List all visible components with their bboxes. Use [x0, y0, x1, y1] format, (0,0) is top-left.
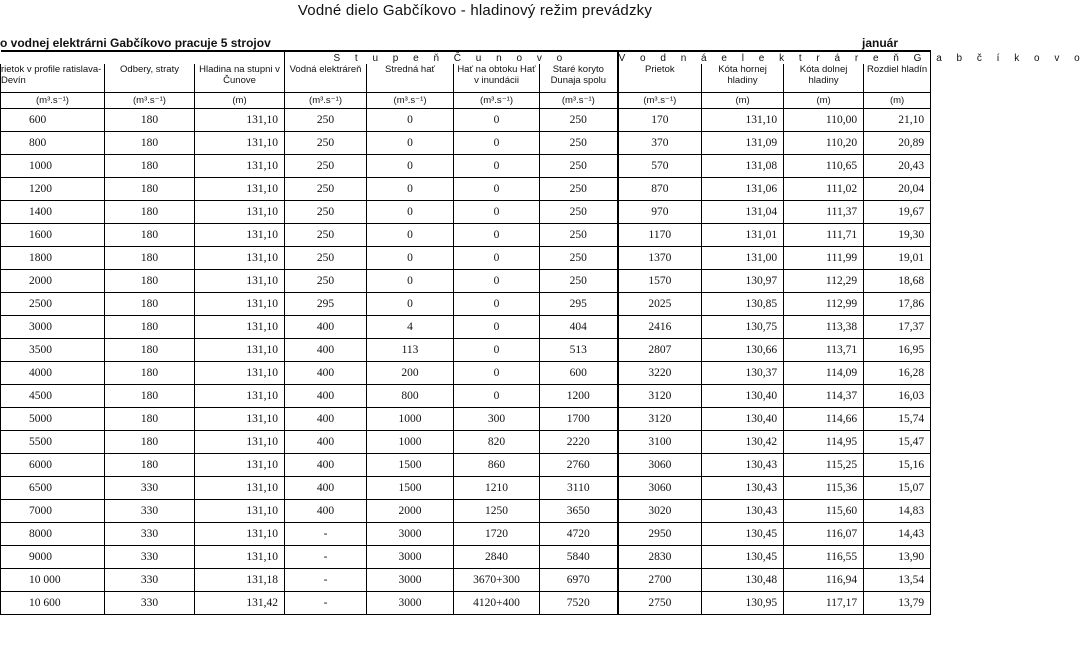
col-gab-flow-cell: 2807 [618, 339, 702, 362]
col-level-cunovo-cell: 131,10 [195, 270, 285, 293]
col-flow-devin-cell: 10 000 [1, 569, 105, 592]
col-flow-devin-cell: 1200 [1, 178, 105, 201]
col-upper-level-unit: (m) [702, 93, 784, 109]
col-lower-level-cell: 112,99 [784, 293, 864, 316]
col-upper-level-cell: 130,43 [702, 454, 784, 477]
col-level-cunovo-cell: 131,10 [195, 316, 285, 339]
col-gab-flow-cell: 2750 [618, 592, 702, 615]
col-upper-level-cell: 131,06 [702, 178, 784, 201]
col-middle-weir-header: Stredná hať [367, 64, 454, 93]
col-gab-flow-cell: 170 [618, 109, 702, 132]
col-old-danube-cell: 250 [540, 132, 618, 155]
col-hydro-plant-cell: - [285, 569, 367, 592]
table-row [1, 431, 931, 454]
col-withdrawals-cell: 180 [105, 178, 195, 201]
table-row [1, 408, 931, 431]
col-upper-level-cell: 131,04 [702, 201, 784, 224]
col-bypass-weir-cell: 0 [454, 293, 540, 316]
col-old-danube-cell: 3110 [540, 477, 618, 500]
col-level-cunovo-cell: 131,10 [195, 454, 285, 477]
col-upper-level-cell: 130,48 [702, 569, 784, 592]
col-level-diff-cell: 19,67 [864, 201, 931, 224]
col-upper-level-cell: 131,09 [702, 132, 784, 155]
col-upper-level-cell: 130,45 [702, 523, 784, 546]
col-level-cunovo-cell: 131,10 [195, 408, 285, 431]
col-level-cunovo-cell: 131,10 [195, 339, 285, 362]
table-row [1, 500, 931, 523]
col-old-danube-cell: 250 [540, 224, 618, 247]
col-lower-level-cell: 113,71 [784, 339, 864, 362]
col-lower-level-cell: 115,60 [784, 500, 864, 523]
col-bypass-weir-header: Hať na obtoku Hať v inundácii [454, 64, 540, 93]
col-middle-weir-cell: 1500 [367, 477, 454, 500]
col-withdrawals-cell: 180 [105, 339, 195, 362]
col-lower-level-cell: 113,38 [784, 316, 864, 339]
col-hydro-plant-cell: 400 [285, 431, 367, 454]
col-gab-flow-unit: (m³.s⁻¹) [618, 93, 702, 109]
col-withdrawals-cell: 180 [105, 431, 195, 454]
col-old-danube-cell: 600 [540, 362, 618, 385]
col-old-danube-cell: 1700 [540, 408, 618, 431]
table-row [1, 155, 931, 178]
flow-regime-table [0, 50, 1086, 615]
table-row [1, 523, 931, 546]
col-bypass-weir-cell: 0 [454, 201, 540, 224]
col-level-diff-cell: 13,79 [864, 592, 931, 615]
col-level-diff-cell: 15,16 [864, 454, 931, 477]
col-bypass-weir-cell: 0 [454, 224, 540, 247]
col-old-danube-cell: 250 [540, 201, 618, 224]
col-middle-weir-cell: 0 [367, 155, 454, 178]
col-flow-devin-cell: 1400 [1, 201, 105, 224]
col-gab-flow-cell: 2830 [618, 546, 702, 569]
col-middle-weir-cell: 1000 [367, 408, 454, 431]
col-old-danube-cell: 250 [540, 155, 618, 178]
col-level-diff-cell: 17,86 [864, 293, 931, 316]
col-middle-weir-cell: 0 [367, 247, 454, 270]
col-hydro-plant-cell: 400 [285, 362, 367, 385]
col-hydro-plant-cell: - [285, 592, 367, 615]
col-hydro-plant-cell: 400 [285, 477, 367, 500]
col-withdrawals-cell: 180 [105, 362, 195, 385]
col-level-cunovo-header: Hladina na stupni v Čunove [195, 64, 285, 93]
col-gab-flow-header: Prietok [618, 64, 702, 93]
col-hydro-plant-header: Vodná elektráreň [285, 64, 367, 93]
col-middle-weir-unit: (m³.s⁻¹) [367, 93, 454, 109]
col-lower-level-cell: 116,55 [784, 546, 864, 569]
col-withdrawals-cell: 330 [105, 592, 195, 615]
col-old-danube-header: Staré koryto Dunaja spolu [540, 64, 618, 93]
col-lower-level-cell: 114,37 [784, 385, 864, 408]
col-hydro-plant-cell: 400 [285, 316, 367, 339]
col-level-cunovo-cell: 131,10 [195, 523, 285, 546]
col-lower-level-header: Kóta dolnej hladiny [784, 64, 864, 93]
col-level-cunovo-cell: 131,10 [195, 132, 285, 155]
col-upper-level-cell: 130,42 [702, 431, 784, 454]
col-gab-flow-cell: 870 [618, 178, 702, 201]
col-upper-level-cell: 130,37 [702, 362, 784, 385]
col-bypass-weir-cell: 300 [454, 408, 540, 431]
col-bypass-weir-cell: 0 [454, 132, 540, 155]
col-withdrawals-cell: 180 [105, 201, 195, 224]
col-flow-devin-cell: 1600 [1, 224, 105, 247]
col-bypass-weir-cell: 1210 [454, 477, 540, 500]
col-gab-flow-cell: 570 [618, 155, 702, 178]
col-hydro-plant-cell: 250 [285, 201, 367, 224]
col-upper-level-cell: 131,10 [702, 109, 784, 132]
col-old-danube-cell: 250 [540, 247, 618, 270]
col-hydro-plant-cell: - [285, 523, 367, 546]
table-row [1, 569, 931, 592]
col-hydro-plant-cell: 295 [285, 293, 367, 316]
col-lower-level-cell: 110,00 [784, 109, 864, 132]
col-level-diff-cell: 13,90 [864, 546, 931, 569]
col-lower-level-cell: 111,71 [784, 224, 864, 247]
col-bypass-weir-cell: 820 [454, 431, 540, 454]
col-flow-devin-cell: 6000 [1, 454, 105, 477]
table-row [1, 201, 931, 224]
col-lower-level-unit: (m) [784, 93, 864, 109]
col-old-danube-cell: 4720 [540, 523, 618, 546]
col-gab-flow-cell: 3220 [618, 362, 702, 385]
col-lower-level-cell: 116,94 [784, 569, 864, 592]
col-bypass-weir-cell: 0 [454, 362, 540, 385]
col-flow-devin-cell: 8000 [1, 523, 105, 546]
col-bypass-weir-cell: 0 [454, 339, 540, 362]
col-level-cunovo-cell: 131,10 [195, 201, 285, 224]
col-bypass-weir-cell: 2840 [454, 546, 540, 569]
col-hydro-plant-unit: (m³.s⁻¹) [285, 93, 367, 109]
table-row [1, 109, 931, 132]
col-withdrawals-cell: 180 [105, 155, 195, 178]
col-withdrawals-cell: 330 [105, 523, 195, 546]
table-row [1, 293, 931, 316]
col-withdrawals-cell: 330 [105, 500, 195, 523]
table-row [1, 316, 931, 339]
col-lower-level-cell: 116,07 [784, 523, 864, 546]
col-level-cunovo-cell: 131,10 [195, 155, 285, 178]
col-bypass-weir-cell: 0 [454, 109, 540, 132]
col-level-cunovo-cell: 131,10 [195, 385, 285, 408]
col-upper-level-header: Kóta hornej hladiny [702, 64, 784, 93]
operating-note: o vodnej elektrárni Gabčíkovo pracuje 5 strojov [0, 36, 271, 50]
col-level-diff-cell: 17,37 [864, 316, 931, 339]
col-withdrawals-unit: (m³.s⁻¹) [105, 93, 195, 109]
col-upper-level-cell: 130,43 [702, 500, 784, 523]
col-upper-level-cell: 130,85 [702, 293, 784, 316]
col-lower-level-cell: 115,36 [784, 477, 864, 500]
month-label: január [861, 36, 898, 50]
group-gabcikovo: V o d n á e l e k t r á r e ň G a b č í k o v o [618, 52, 1086, 64]
col-level-cunovo-cell: 131,10 [195, 500, 285, 523]
col-level-cunovo-cell: 131,10 [195, 109, 285, 132]
col-hydro-plant-cell: 400 [285, 385, 367, 408]
col-hydro-plant-cell: 400 [285, 454, 367, 477]
col-middle-weir-cell: 3000 [367, 569, 454, 592]
col-lower-level-cell: 111,99 [784, 247, 864, 270]
col-flow-devin-cell: 2500 [1, 293, 105, 316]
document-title: Vodné dielo Gabčíkovo - hladinový režim prevádzky [297, 2, 653, 19]
col-flow-devin-cell: 1800 [1, 247, 105, 270]
col-gab-flow-cell: 2025 [618, 293, 702, 316]
col-level-diff-cell: 21,10 [864, 109, 931, 132]
table-row [1, 362, 931, 385]
col-bypass-weir-cell: 0 [454, 247, 540, 270]
col-lower-level-cell: 111,02 [784, 178, 864, 201]
col-level-diff-cell: 20,43 [864, 155, 931, 178]
col-bypass-weir-cell: 0 [454, 316, 540, 339]
col-withdrawals-header: Odbery, straty [105, 64, 195, 93]
col-middle-weir-cell: 1000 [367, 431, 454, 454]
col-flow-devin-cell: 2000 [1, 270, 105, 293]
col-withdrawals-cell: 180 [105, 247, 195, 270]
col-middle-weir-cell: 0 [367, 109, 454, 132]
col-upper-level-cell: 130,66 [702, 339, 784, 362]
col-flow-devin-header: rietok v profile ratislava-Devín [1, 64, 105, 93]
col-lower-level-cell: 117,17 [784, 592, 864, 615]
col-middle-weir-cell: 0 [367, 224, 454, 247]
col-lower-level-cell: 112,29 [784, 270, 864, 293]
col-middle-weir-cell: 2000 [367, 500, 454, 523]
col-lower-level-cell: 110,20 [784, 132, 864, 155]
col-lower-level-cell: 110,65 [784, 155, 864, 178]
col-flow-devin-cell: 3000 [1, 316, 105, 339]
col-hydro-plant-cell: 250 [285, 178, 367, 201]
col-level-cunovo-cell: 131,10 [195, 247, 285, 270]
col-gab-flow-cell: 2700 [618, 569, 702, 592]
col-upper-level-cell: 130,40 [702, 385, 784, 408]
col-hydro-plant-cell: 250 [285, 132, 367, 155]
col-old-danube-cell: 295 [540, 293, 618, 316]
col-level-cunovo-cell: 131,10 [195, 224, 285, 247]
table-row [1, 178, 931, 201]
table-row [1, 224, 931, 247]
col-flow-devin-cell: 9000 [1, 546, 105, 569]
col-middle-weir-cell: 0 [367, 178, 454, 201]
col-lower-level-cell: 115,25 [784, 454, 864, 477]
col-gab-flow-cell: 2950 [618, 523, 702, 546]
col-hydro-plant-cell: 250 [285, 224, 367, 247]
col-hydro-plant-cell: 400 [285, 500, 367, 523]
col-level-diff-cell: 16,03 [864, 385, 931, 408]
col-middle-weir-cell: 3000 [367, 523, 454, 546]
col-old-danube-cell: 513 [540, 339, 618, 362]
col-withdrawals-cell: 330 [105, 569, 195, 592]
col-gab-flow-cell: 1370 [618, 247, 702, 270]
col-level-diff-cell: 20,04 [864, 178, 931, 201]
col-middle-weir-cell: 200 [367, 362, 454, 385]
col-old-danube-cell: 2220 [540, 431, 618, 454]
col-hydro-plant-cell: 250 [285, 270, 367, 293]
col-old-danube-cell: 250 [540, 178, 618, 201]
col-bypass-weir-cell: 0 [454, 178, 540, 201]
col-level-diff-cell: 14,43 [864, 523, 931, 546]
table-row [1, 385, 931, 408]
col-withdrawals-cell: 180 [105, 270, 195, 293]
col-gab-flow-cell: 3100 [618, 431, 702, 454]
col-lower-level-cell: 114,66 [784, 408, 864, 431]
col-level-cunovo-unit: (m) [195, 93, 285, 109]
col-gab-flow-cell: 3060 [618, 477, 702, 500]
col-withdrawals-cell: 180 [105, 385, 195, 408]
col-bypass-weir-cell: 1250 [454, 500, 540, 523]
col-bypass-weir-unit: (m³.s⁻¹) [454, 93, 540, 109]
table-row [1, 454, 931, 477]
col-flow-devin-cell: 800 [1, 132, 105, 155]
col-upper-level-cell: 130,95 [702, 592, 784, 615]
col-upper-level-cell: 131,01 [702, 224, 784, 247]
col-gab-flow-cell: 3060 [618, 454, 702, 477]
col-withdrawals-cell: 180 [105, 293, 195, 316]
col-gab-flow-cell: 1170 [618, 224, 702, 247]
col-level-diff-cell: 14,83 [864, 500, 931, 523]
col-withdrawals-cell: 180 [105, 109, 195, 132]
col-bypass-weir-cell: 3670+300 [454, 569, 540, 592]
col-level-diff-cell: 18,68 [864, 270, 931, 293]
col-withdrawals-cell: 180 [105, 454, 195, 477]
col-middle-weir-cell: 113 [367, 339, 454, 362]
col-flow-devin-cell: 5000 [1, 408, 105, 431]
col-old-danube-cell: 2760 [540, 454, 618, 477]
col-hydro-plant-cell: 250 [285, 247, 367, 270]
col-withdrawals-cell: 180 [105, 316, 195, 339]
col-level-cunovo-cell: 131,10 [195, 477, 285, 500]
col-hydro-plant-cell: 400 [285, 339, 367, 362]
col-hydro-plant-cell: 250 [285, 155, 367, 178]
col-bypass-weir-cell: 860 [454, 454, 540, 477]
col-old-danube-cell: 6970 [540, 569, 618, 592]
table-row [1, 477, 931, 500]
col-level-diff-header: Rozdiel hladín [864, 64, 931, 93]
col-withdrawals-cell: 330 [105, 546, 195, 569]
col-level-diff-cell: 19,01 [864, 247, 931, 270]
col-level-cunovo-cell: 131,10 [195, 178, 285, 201]
col-gab-flow-cell: 3120 [618, 408, 702, 431]
col-level-diff-cell: 19,30 [864, 224, 931, 247]
col-upper-level-cell: 130,40 [702, 408, 784, 431]
table-row [1, 247, 931, 270]
col-withdrawals-cell: 330 [105, 477, 195, 500]
col-level-diff-cell: 20,89 [864, 132, 931, 155]
col-middle-weir-cell: 1500 [367, 454, 454, 477]
col-flow-devin-cell: 5500 [1, 431, 105, 454]
col-hydro-plant-cell: 250 [285, 109, 367, 132]
col-upper-level-cell: 130,75 [702, 316, 784, 339]
col-old-danube-cell: 250 [540, 109, 618, 132]
table-row [1, 339, 931, 362]
col-upper-level-cell: 130,43 [702, 477, 784, 500]
col-old-danube-cell: 7520 [540, 592, 618, 615]
col-level-diff-cell: 13,54 [864, 569, 931, 592]
col-level-diff-unit: (m) [864, 93, 931, 109]
col-old-danube-cell: 3650 [540, 500, 618, 523]
table-row [1, 546, 931, 569]
col-flow-devin-cell: 10 600 [1, 592, 105, 615]
col-level-cunovo-cell: 131,10 [195, 293, 285, 316]
col-withdrawals-cell: 180 [105, 408, 195, 431]
col-flow-devin-cell: 3500 [1, 339, 105, 362]
table-row [1, 132, 931, 155]
col-middle-weir-cell: 3000 [367, 546, 454, 569]
col-gab-flow-cell: 370 [618, 132, 702, 155]
group-cunovo: S t u p e ň Č u n o v o [285, 51, 618, 64]
col-flow-devin-cell: 6500 [1, 477, 105, 500]
col-upper-level-cell: 130,97 [702, 270, 784, 293]
col-lower-level-cell: 114,95 [784, 431, 864, 454]
col-old-danube-cell: 5840 [540, 546, 618, 569]
col-upper-level-cell: 131,08 [702, 155, 784, 178]
col-bypass-weir-cell: 0 [454, 270, 540, 293]
col-middle-weir-cell: 4 [367, 316, 454, 339]
col-withdrawals-cell: 180 [105, 132, 195, 155]
col-flow-devin-cell: 4000 [1, 362, 105, 385]
col-gab-flow-cell: 970 [618, 201, 702, 224]
col-level-diff-cell: 15,47 [864, 431, 931, 454]
col-old-danube-cell: 1200 [540, 385, 618, 408]
col-hydro-plant-cell: 400 [285, 408, 367, 431]
col-hydro-plant-cell: - [285, 546, 367, 569]
col-old-danube-unit: (m³.s⁻¹) [540, 93, 618, 109]
col-old-danube-cell: 404 [540, 316, 618, 339]
col-middle-weir-cell: 0 [367, 132, 454, 155]
col-gab-flow-cell: 3020 [618, 500, 702, 523]
col-upper-level-cell: 131,00 [702, 247, 784, 270]
col-gab-flow-cell: 2416 [618, 316, 702, 339]
col-withdrawals-cell: 180 [105, 224, 195, 247]
col-old-danube-cell: 250 [540, 270, 618, 293]
col-lower-level-cell: 111,37 [784, 201, 864, 224]
col-bypass-weir-cell: 0 [454, 155, 540, 178]
col-flow-devin-cell: 1000 [1, 155, 105, 178]
col-level-cunovo-cell: 131,18 [195, 569, 285, 592]
col-middle-weir-cell: 0 [367, 293, 454, 316]
col-flow-devin-cell: 7000 [1, 500, 105, 523]
col-level-cunovo-cell: 131,42 [195, 592, 285, 615]
col-bypass-weir-cell: 1720 [454, 523, 540, 546]
col-flow-devin-cell: 600 [1, 109, 105, 132]
col-level-cunovo-cell: 131,10 [195, 546, 285, 569]
col-flow-devin-unit: (m³.s⁻¹) [1, 93, 105, 109]
col-level-diff-cell: 16,95 [864, 339, 931, 362]
col-middle-weir-cell: 3000 [367, 592, 454, 615]
col-level-diff-cell: 15,07 [864, 477, 931, 500]
col-lower-level-cell: 114,09 [784, 362, 864, 385]
col-upper-level-cell: 130,45 [702, 546, 784, 569]
table-row [1, 270, 931, 293]
col-level-diff-cell: 16,28 [864, 362, 931, 385]
col-middle-weir-cell: 0 [367, 270, 454, 293]
col-level-cunovo-cell: 131,10 [195, 431, 285, 454]
col-level-cunovo-cell: 131,10 [195, 362, 285, 385]
table-row [1, 592, 931, 615]
col-bypass-weir-cell: 4120+400 [454, 592, 540, 615]
col-flow-devin-cell: 4500 [1, 385, 105, 408]
col-gab-flow-cell: 1570 [618, 270, 702, 293]
col-gab-flow-cell: 3120 [618, 385, 702, 408]
col-bypass-weir-cell: 0 [454, 385, 540, 408]
col-middle-weir-cell: 0 [367, 201, 454, 224]
col-middle-weir-cell: 800 [367, 385, 454, 408]
col-level-diff-cell: 15,74 [864, 408, 931, 431]
